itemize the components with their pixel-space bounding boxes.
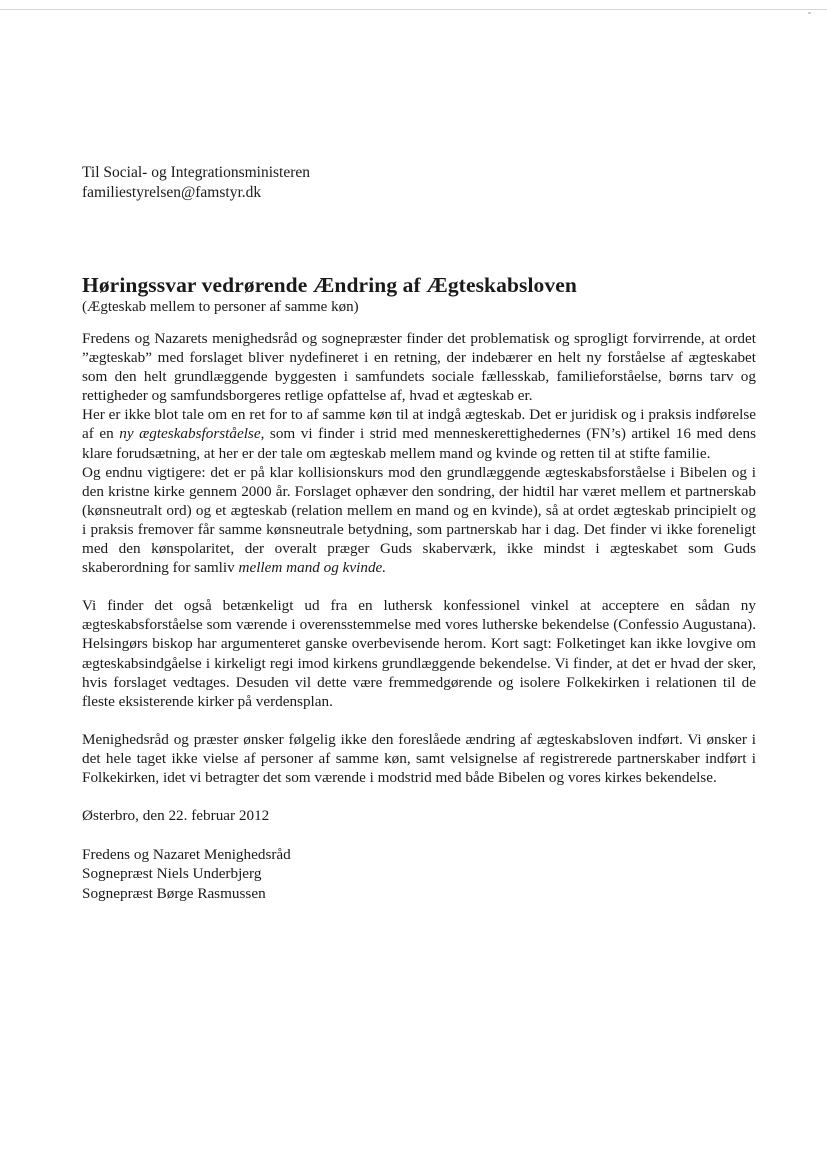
paragraph-3-emphasis: mellem mand og kvinde. — [238, 559, 387, 577]
signatory-priest-2: Sognepræst Børge Rasmussen — [82, 884, 266, 902]
paragraph-3-text: Og endnu vigtigere: det er på klar kollisionskurs mod den grundlæggende ægteskabsforståelse i Bibelen og i den kristne kirke gennem 2000 år. Forslaget ophæver den sondring, der hidtil har været mellem et partnerskab (kønsneutralt ord) og et ægteskab (relation mellem en mand og en kvinde), så at ordet ægteskab principielt og i praksis fremover får samme kønsneutrale betydning, som partnerskab har i dag. Det finder vi ikke foreneligt med den kønspolaritet, der overalt præger Guds skaberværk, ikke mindst i ægteskabet som Guds skaberordning for samliv — [82, 463, 756, 577]
document-subtitle: (Ægteskab mellem to personer af samme køn) — [82, 299, 359, 315]
signatory-council: Fredens og Nazaret Menighedsråd — [82, 845, 291, 863]
addressee-recipient: Til Social- og Integrationsministeren — [82, 164, 311, 181]
paragraph-3 — [82, 463, 756, 578]
paragraph-gap — [82, 787, 756, 806]
signatory-priest-1: Sognepræst Niels Underbjerg — [82, 865, 262, 883]
paragraph-gap — [82, 711, 756, 730]
paragraph-1: Fredens og Nazarets menighedsråd og sognepræster finder det problematisk og sprogligt forvirrende, at ordet ”ægteskab” med forslaget bliver nydefineret i en retning, der indebærer en helt ny forståelse af ægteskabet som den helt grundlæggende byggesten i samfundets sociale fællesskab, familieforståelse, børns tarv og rettigheder og samfundsborgeres retlige opfattelse af, hvad et ægteskab er. — [82, 330, 756, 405]
scan-speck — [808, 12, 811, 14]
dateline: Østerbro, den 22. februar 2012 — [82, 807, 270, 825]
signature-block — [82, 845, 756, 904]
scan-edge-line — [0, 9, 827, 10]
paragraph-2 — [82, 405, 756, 462]
paragraph-gap — [82, 577, 756, 596]
paragraph-2-emphasis: ny ægteskabsforståelse — [119, 425, 261, 443]
document-title: Høringssvar vedrørende Ændring af Ægteskabsloven — [82, 273, 577, 297]
paragraph-4: Vi finder det også betænkeligt ud fra en luthersk konfessionel vinkel at acceptere en sådan ny ægteskabsforståelse som værende i overensstemmelse med vores lutherske bekendelse (Confessio Augustana). Helsingørs biskop har argumenteret ganske overbevisende herom. Kort sagt: Folketinget kan ikke lovgive om ægteskabsindgåelse i kirkeligt regi imod kirkens grundlæggende bekendelse. Vi finder, at det er hvad der sker, hvis forslaget vedtages. Desuden vil dette være fremmedgørende og isolere Folkekirken i relationen til de fleste eksisterende kirker på verdensplan. — [82, 597, 756, 710]
paragraph-5: Menighedsråd og præster ønsker følgelig ikke den foreslåede ændring af ægteskabsloven indført. Vi ønsker i det hele taget ikke vielse af personer af samme køn, samt velsignelse af registrerede partnerskaber indført i Folkekirken, idet vi betragter det som værende i modstrid med både Bibelen og vores kirkes bekendelse. — [82, 730, 756, 786]
letter-page — [82, 163, 756, 903]
paragraph-2-text-b: , som vi finder i strid med menneskerettighedernes (FN’s) artikel 16 med dens klare forudsætning, at her er der tale om ægteskab mellem mand og kvinde og retten til at stifte familie. — [82, 425, 757, 462]
addressee-block — [82, 163, 756, 203]
paragraph-2-text-a: Her er ikke blot tale om en ret for to af samme køn til at indgå ægteskab. Det er juridisk og i praksis indførelse af en — [82, 406, 756, 443]
addressee-email: familiestyrelsen@famstyr.dk — [82, 184, 262, 201]
letter-body — [82, 329, 756, 903]
